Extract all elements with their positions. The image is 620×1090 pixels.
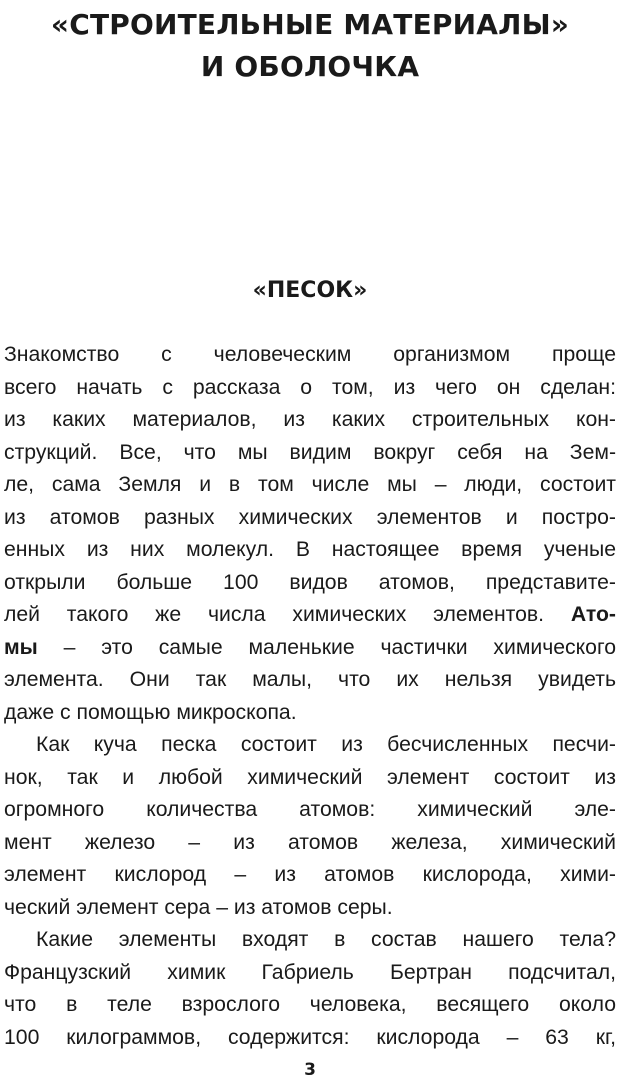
- text-line: нок, так и любой химический элемент состоит из: [4, 765, 616, 789]
- text-line: всего начать с рассказа о том, из чего он сделан:: [4, 375, 616, 399]
- text-line: 100 килограммов, содержится: кислорода – 63 кг,: [4, 1025, 616, 1049]
- text-line: огромного количества атомов: химический эле-: [4, 798, 616, 821]
- body-text: [4, 339, 616, 1054]
- term-atoms-part1: Ато-: [570, 603, 616, 626]
- text-line: из атомов разных химических элементов и постро-: [4, 505, 616, 529]
- text-line: струкций. Все, что мы видим вокруг себя на Зем-: [4, 440, 616, 464]
- text-line: Французский химик Габриель Бертран подсчитал,: [4, 960, 616, 984]
- text-line: мент железо – из атомов железа, химический: [4, 830, 616, 854]
- term-atoms-part2: мы: [4, 635, 38, 659]
- text-line: ле, сама Земля и в том числе мы – люди, состоит: [4, 473, 616, 496]
- text-line: даже с помощью микроскопа.: [4, 700, 297, 724]
- text-line: что в теле взрослого человека, весящего около: [4, 993, 616, 1016]
- text-line: Как куча песка состоит из бесчисленных песчи-: [36, 733, 616, 756]
- text-line: открыли больше 100 видов атомов, представите-: [4, 570, 616, 594]
- text-line: элемента. Они так малы, что их нельзя увидеть: [4, 668, 616, 691]
- chapter-title-line1: «СТРОИТЕЛЬНЫЕ МАТЕРИАЛЫ»: [50, 8, 570, 41]
- page-number: 3: [304, 1060, 316, 1080]
- chapter-title: [0, 4, 620, 88]
- chapter-title-line2: И ОБОЛОЧКА: [200, 50, 420, 83]
- text-line: Какие элементы входят в состав нашего тела?: [36, 928, 616, 951]
- text-line: ческий элемент сера – из атомов серы.: [4, 895, 393, 919]
- text-line: Знакомство с человеческим организмом проще: [4, 343, 616, 366]
- text-line: элемент кислород – из атомов кислорода, хими-: [4, 863, 616, 886]
- text-fragment: – это самые маленькие частички химического: [37, 635, 616, 659]
- text-line: из каких материалов, из каких строительных кон-: [4, 408, 616, 431]
- text-line: енных из них молекул. В настоящее время ученые: [4, 538, 616, 561]
- section-title: «ПЕСОК»: [252, 278, 368, 303]
- text-line: [4, 599, 616, 632]
- text-fragment: лей такого же числа химических элементов.: [4, 603, 571, 626]
- text-line: [4, 632, 616, 665]
